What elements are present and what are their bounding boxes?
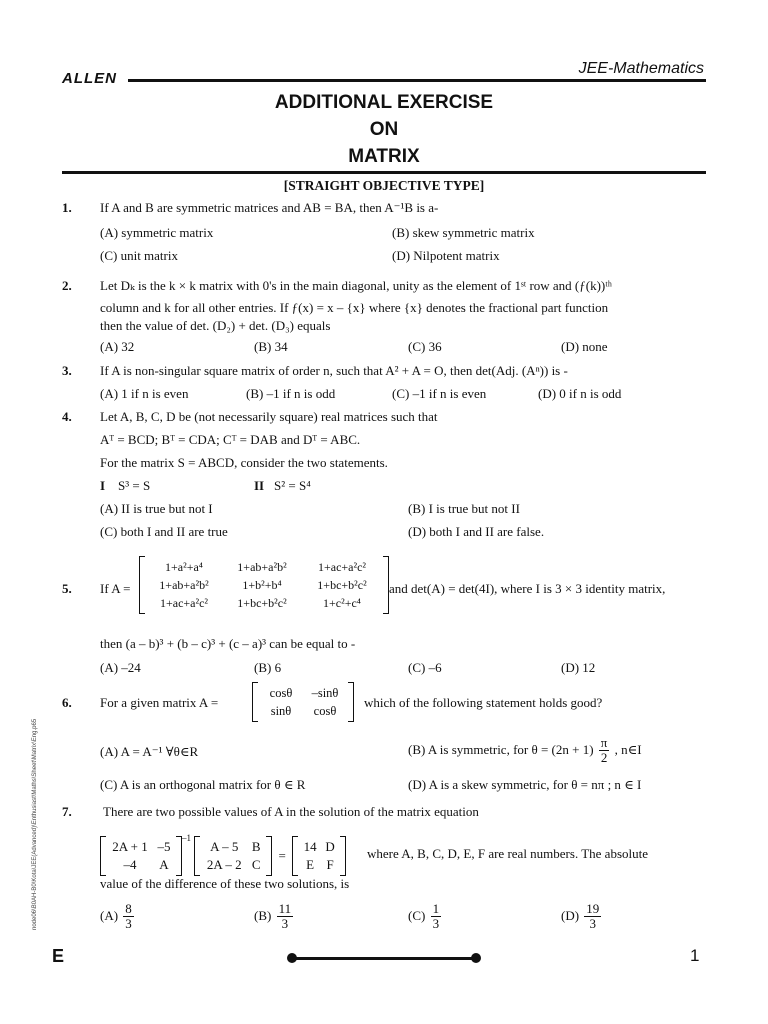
q5-option-a: (A) –24 xyxy=(100,660,141,675)
q6-option-a: (A) A = A⁻¹ ∀θ∈R xyxy=(100,744,199,759)
q6-matrix-row xyxy=(259,684,347,702)
q6-number: 6. xyxy=(62,695,72,710)
q7-option-d-denominator: 3 xyxy=(589,915,597,931)
q7-option-c-numerator: 1 xyxy=(432,901,440,916)
q6-matrix-row xyxy=(259,702,347,720)
q7-matrix-2-row xyxy=(201,838,265,856)
q6-matrix-cell: cosθ xyxy=(313,704,337,718)
q2-option-a: (A) 32 xyxy=(100,339,135,354)
q7-option-b-numerator: 11 xyxy=(278,901,292,916)
q5-suffix: and det(A) = det(4I), where I is 3 × 3 identity matrix, xyxy=(389,581,666,596)
q5-matrix xyxy=(139,556,389,614)
q4-option-b: (B) I is true but not II xyxy=(408,501,520,516)
q4-number: 4. xyxy=(62,409,72,424)
q7-equals: = xyxy=(278,848,286,864)
q6-suffix: which of the following statement holds good? xyxy=(364,695,603,710)
footer-dot-left xyxy=(287,953,297,963)
q7-option-b-fraction xyxy=(277,902,294,930)
q7-matrix-2-cell: B xyxy=(251,839,261,855)
q5-option-b: (B) 6 xyxy=(254,660,282,675)
q1-option-d: (D) Nilpotent matrix xyxy=(392,248,500,263)
q6-matrix-cell: cosθ xyxy=(269,686,293,700)
q7-option-a-denominator: 3 xyxy=(125,915,132,931)
q2-option-b: (B) 34 xyxy=(254,339,288,354)
q6-option-b-text: (B) A is symmetric, for θ = (2n + 1) xyxy=(408,742,594,758)
q6-option-c: (C) A is an orthogonal matrix for θ ∈ R xyxy=(100,777,306,792)
q7-matrix-1-cell: –4 xyxy=(123,857,137,873)
q7-option-d-fraction xyxy=(584,902,601,930)
q5-option-c: (C) –6 xyxy=(408,660,442,675)
q1-option-c: (C) unit matrix xyxy=(100,248,178,263)
q6-matrix xyxy=(252,682,354,722)
q6-option-b-tail: , n∈I xyxy=(614,742,642,758)
q4-line-1: Let A, B, C, D be (not necessarily square) real matrices such that xyxy=(100,409,438,424)
q5-matrix-cell: 1+a²+a⁴ xyxy=(165,560,203,574)
q7-option-d xyxy=(561,902,603,930)
q5-matrix-cell: 1+ab+a²b² xyxy=(237,560,287,574)
q4-option-a: (A) II is true but not I xyxy=(100,501,213,516)
q7-line-1: There are two possible values of A in the solution of the matrix equation xyxy=(103,804,479,819)
q5-matrix-row xyxy=(146,576,382,594)
q7-option-b xyxy=(254,902,295,930)
q4-statement-1-label: I xyxy=(100,478,106,493)
q5-matrix-row xyxy=(146,558,382,576)
q2-number: 2. xyxy=(62,278,72,293)
q5-matrix-cell: 1+ab+a²b² xyxy=(159,578,209,592)
footer-rule xyxy=(292,957,478,960)
q3-text: If A is non-singular square matrix of order n, such that A² + A = O, then det(Adj. (Aⁿ)) is - xyxy=(100,363,568,378)
q1-number: 1. xyxy=(62,200,72,215)
q5-matrix-cell: 1+ac+a²c² xyxy=(159,596,209,610)
q7-inverse-sup: –1 xyxy=(182,833,191,843)
q7-option-b-denominator: 3 xyxy=(281,915,289,931)
q7-matrix-2-row xyxy=(201,856,265,874)
q7-matrix-2-cell: A – 5 xyxy=(210,839,239,855)
q7-matrix-1-cell: 2A + 1 xyxy=(112,839,148,855)
q7-matrix-1-row xyxy=(107,838,175,856)
footer-letter: E xyxy=(52,946,65,966)
q2-option-c: (C) 36 xyxy=(408,339,442,354)
q5-matrix-cell: 1+ac+a²c² xyxy=(317,560,367,574)
q7-number: 7. xyxy=(62,804,72,819)
q7-matrix-3 xyxy=(292,836,346,876)
q7-matrix-2 xyxy=(194,836,272,876)
q7-matrix-1-cell: –5 xyxy=(157,839,171,855)
q7-option-a-label: (A) xyxy=(100,908,119,924)
q6-option-b xyxy=(408,736,642,764)
header-rule xyxy=(128,79,706,82)
q2-line-2: column and k for all other entries. If ƒ(x) = x – {x} where {x} denotes the fractional part function xyxy=(100,300,609,315)
q3-option-a: (A) 1 if n is even xyxy=(100,386,189,401)
q3-option-c: (C) –1 if n is even xyxy=(392,386,487,401)
q7-matrix-3-cell: E xyxy=(306,857,315,873)
q7-option-a xyxy=(100,902,136,930)
q3-option-d: (D) 0 if n is odd xyxy=(538,386,622,401)
q6-prefix: For a given matrix A = xyxy=(100,695,219,710)
q1-option-a: (A) symmetric matrix xyxy=(100,225,214,240)
q7-option-a-numerator: 8 xyxy=(125,901,132,916)
q5-matrix-bracket xyxy=(139,556,389,614)
title-rule xyxy=(62,171,706,174)
title-line-3: MATRIX xyxy=(348,146,420,167)
q7-option-b-label: (B) xyxy=(254,908,272,924)
section-heading: [STRAIGHT OBJECTIVE TYPE] xyxy=(283,178,485,193)
q7-option-c xyxy=(408,902,443,930)
footer-dot-right xyxy=(471,953,481,963)
q7-option-a-fraction xyxy=(123,902,134,930)
q7-matrix-1-cell: A xyxy=(159,857,169,873)
q4-option-c: (C) both I and II are true xyxy=(100,524,228,539)
q5-prefix: If A = xyxy=(100,581,131,596)
q7-suffix: where A, B, C, D, E, F are real numbers. The absolute xyxy=(367,846,648,861)
q7-matrix-3-cell: D xyxy=(325,839,335,855)
q7-option-d-label: (D) xyxy=(561,908,580,924)
q5-option-d: (D) 12 xyxy=(561,660,596,675)
q2-line-3: then the value of det. (D₂) + det. (D₃) equals xyxy=(100,318,331,333)
q7-line-3: value of the difference of these two solutions, is xyxy=(100,876,350,891)
q5-matrix-cell: 1+c²+c⁴ xyxy=(323,596,361,610)
q6-option-b-fraction xyxy=(599,736,610,764)
subject-label: JEE-Mathematics xyxy=(578,60,704,77)
page-number: 1 xyxy=(690,946,700,965)
q7-matrix-3-row xyxy=(299,856,339,874)
q3-option-b: (B) –1 if n is odd xyxy=(246,386,336,401)
q5-matrix-cell: 1+bc+b²c² xyxy=(317,578,367,592)
q6-matrix-cell: –sinθ xyxy=(311,686,339,700)
q5-line-2: then (a – b)³ + (b – c)³ + (c – a)³ can be equal to - xyxy=(100,636,356,651)
q7-option-c-denominator: 3 xyxy=(432,915,440,931)
q4-statement-2: S² = S⁴ xyxy=(274,478,311,493)
q7-matrix-2-cell: 2A – 2 xyxy=(206,857,242,873)
q4-line-2: Aᵀ = BCD; Bᵀ = CDA; Cᵀ = DAB and Dᵀ = ABC. xyxy=(100,432,361,447)
q2-line-1: Let Dₖ is the k × k matrix with 0's in the main diagonal, unity as the element of 1ˢᵗ row and (ƒ(k))ᵗʰ xyxy=(100,278,612,293)
q6-option-d: (D) A is a skew symmetric, for θ = nπ ; n ∈ I xyxy=(408,777,642,792)
q7-matrix-1 xyxy=(100,836,182,876)
q7-matrix-1-row xyxy=(107,856,175,874)
q4-option-d: (D) both I and II are false. xyxy=(408,524,545,539)
brand-logo: ALLEN xyxy=(62,70,117,87)
q2-option-d: (D) none xyxy=(561,339,608,354)
q4-statement-1: S³ = S xyxy=(118,478,151,493)
q7-option-c-fraction xyxy=(431,902,442,930)
title-line-1: ADDITIONAL EXERCISE xyxy=(274,92,494,113)
q6-matrix-cell: sinθ xyxy=(270,704,292,718)
q6-option-b-denominator: 2 xyxy=(600,749,608,765)
file-path-margin-text: node06\B0AH-B0\Kota\JEE(Advanced)\Enthusiast\Maths\Sheet\Matrix\Eng.p65 xyxy=(32,718,38,930)
q7-option-d-numerator: 19 xyxy=(586,901,600,916)
q5-matrix-cell: 1+b²+b⁴ xyxy=(242,578,282,592)
title-line-2: ON xyxy=(369,119,399,140)
q3-number: 3. xyxy=(62,363,72,378)
q7-option-c-label: (C) xyxy=(408,908,426,924)
q6-option-b-numerator: π xyxy=(600,735,608,750)
q4-statement-2-label: II xyxy=(254,478,265,493)
q7-matrix-3-cell: 14 xyxy=(303,839,317,855)
q6-matrix-bracket xyxy=(252,682,354,722)
q7-matrix-2-cell: C xyxy=(251,857,261,873)
q5-number: 5. xyxy=(62,581,72,596)
q1-option-b: (B) skew symmetric matrix xyxy=(392,225,535,240)
q7-matrix-3-row xyxy=(299,838,339,856)
q4-line-3: For the matrix S = ABCD, consider the two statements. xyxy=(100,455,388,470)
q1-text: If A and B are symmetric matrices and AB = BA, then A⁻¹B is a- xyxy=(100,200,439,215)
q7-matrix-3-cell: F xyxy=(326,857,334,873)
q5-matrix-cell: 1+bc+b²c² xyxy=(237,596,287,610)
q7-equation xyxy=(100,833,346,876)
q5-matrix-row xyxy=(146,594,382,612)
